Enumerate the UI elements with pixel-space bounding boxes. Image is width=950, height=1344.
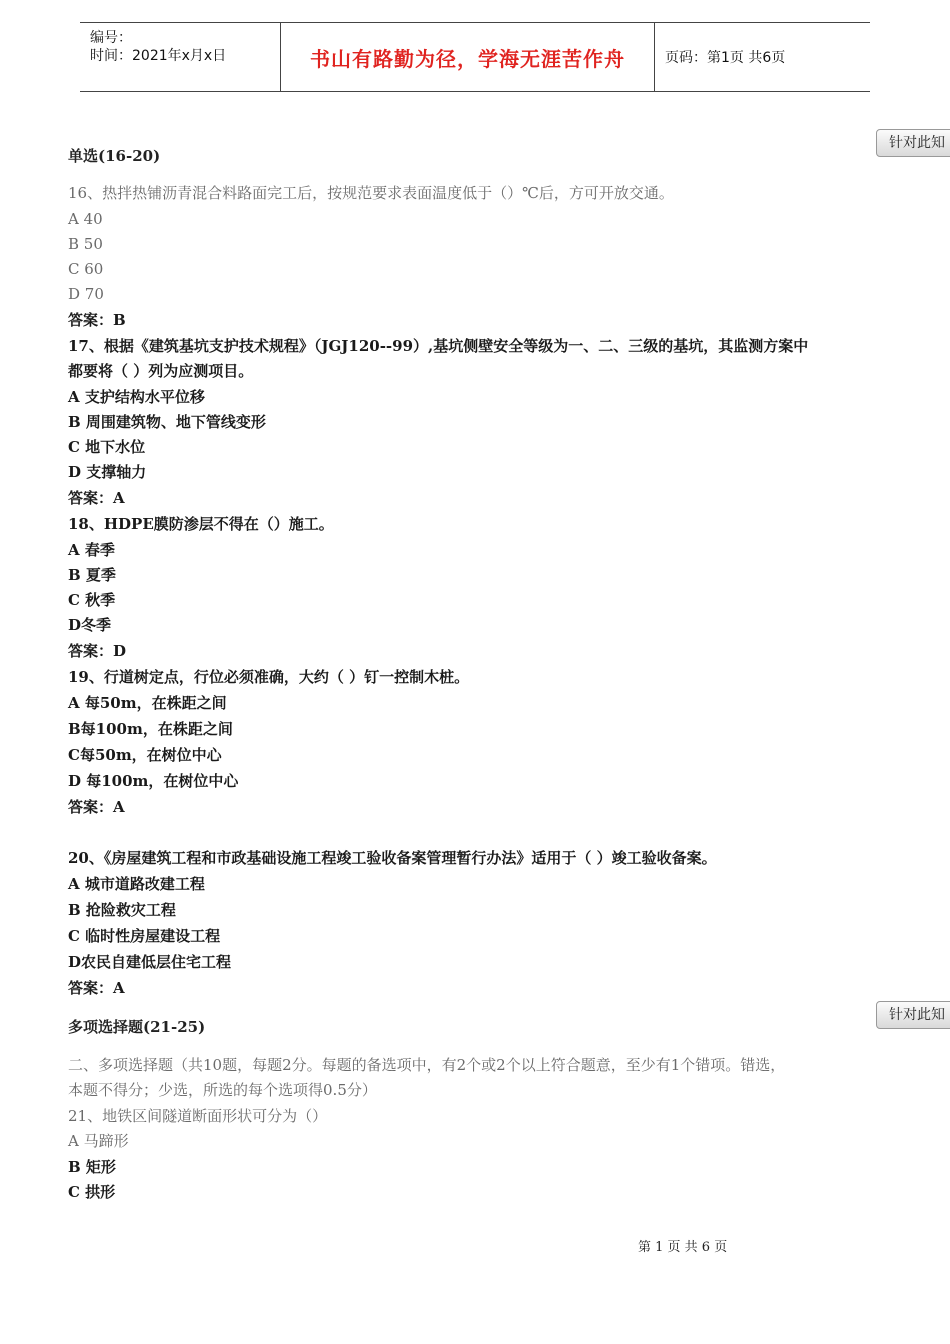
question-19: 19、行道树定点，行位必须准确，大约（ ）钉一控制木桩。: [68, 668, 470, 686]
q16-option-b: B 50: [68, 235, 103, 253]
q20-answer: 答案：A: [68, 979, 125, 997]
q18-option-a: A 春季: [68, 541, 115, 559]
page-footer: 第 1 页 共 6 页: [638, 1240, 728, 1255]
q18-option-d: D冬季: [68, 616, 112, 634]
knowledge-button-1[interactable]: 针对此知: [876, 129, 950, 157]
q20-option-b: B 抢险救灾工程: [68, 901, 176, 919]
q20-option-a: A 城市道路改建工程: [68, 875, 205, 893]
q18-answer: 答案：D: [68, 642, 127, 660]
q16-option-c: C 60: [68, 260, 104, 278]
question-18: 18、HDPE膜防渗层不得在（）施工。: [68, 515, 334, 533]
number-label: 编号：: [90, 30, 132, 46]
header-page-cell: [655, 23, 870, 91]
q18-option-c: C 秋季: [68, 591, 116, 609]
section-title-single: 单选(16-20): [68, 147, 161, 165]
q19-option-a: A 每50m，在株距之间: [68, 694, 227, 712]
q17-answer: 答案：A: [68, 489, 125, 507]
q17-option-d: D 支撑轴力: [68, 463, 147, 481]
q17-option-b: B 周围建筑物、地下管线变形: [68, 413, 266, 431]
q21-option-a: A 马蹄形: [68, 1132, 129, 1150]
q21-option-b: B 矩形: [68, 1158, 116, 1176]
question-17-line1: 17、根据《建筑基坑支护技术规程》（JGJ120--99）,基坑侧壁安全等级为一、二、三级的基坑，其监测方案中: [68, 337, 809, 355]
page-info: 页码：第1页 共6页: [665, 50, 786, 66]
q16-option-d: D 70: [68, 285, 104, 303]
q19-option-b: B每100m，在株距之间: [68, 720, 233, 738]
q17-option-a: A 支护结构水平位移: [68, 388, 205, 406]
knowledge-button-2[interactable]: 针对此知: [876, 1001, 950, 1029]
q16-answer: 答案：B: [68, 311, 126, 329]
multi-intro-line2: 本题不得分；少选，所选的每个选项得0.5分）: [68, 1081, 377, 1099]
q20-option-d: D农民自建低层住宅工程: [68, 953, 232, 971]
question-21: 21、地铁区间隧道断面形状可分为（）: [68, 1107, 328, 1125]
q18-option-b: B 夏季: [68, 566, 116, 584]
q20-option-c: C 临时性房屋建设工程: [68, 927, 221, 945]
q17-option-c: C 地下水位: [68, 438, 146, 456]
q16-option-a: A 40: [68, 210, 103, 228]
time-label: 时间：2021年x月x日: [90, 48, 227, 64]
header-meta: [80, 23, 281, 91]
q19-option-d: D 每100m，在树位中心: [68, 772, 239, 790]
q19-answer: 答案：A: [68, 798, 125, 816]
q21-option-c: C 拱形: [68, 1183, 116, 1201]
question-20: 20、《房屋建筑工程和市政基础设施工程竣工验收备案管理暂行办法》适用于（ ）竣工验收备案。: [68, 849, 717, 867]
header-motto-cell: [281, 23, 655, 91]
question-17-line2: 都要将（ ）列为应测项目。: [68, 362, 254, 380]
q19-option-c: C每50m，在树位中心: [68, 746, 222, 764]
section-title-multi: 多项选择题(21-25): [68, 1018, 206, 1036]
motto-text: 书山有路勤为径，学海无涯苦作舟: [310, 46, 625, 71]
multi-intro-line1: 二、多项选择题（共10题，每题2分。每题的备选项中，有2个或2个以上符合题意，至少有1个错项。错选，: [68, 1056, 786, 1074]
page-header: [80, 22, 870, 92]
question-16: 16、热拌热铺沥青混合料路面完工后，按规范要求表面温度低于（）℃后，方可开放交通。: [68, 184, 674, 202]
